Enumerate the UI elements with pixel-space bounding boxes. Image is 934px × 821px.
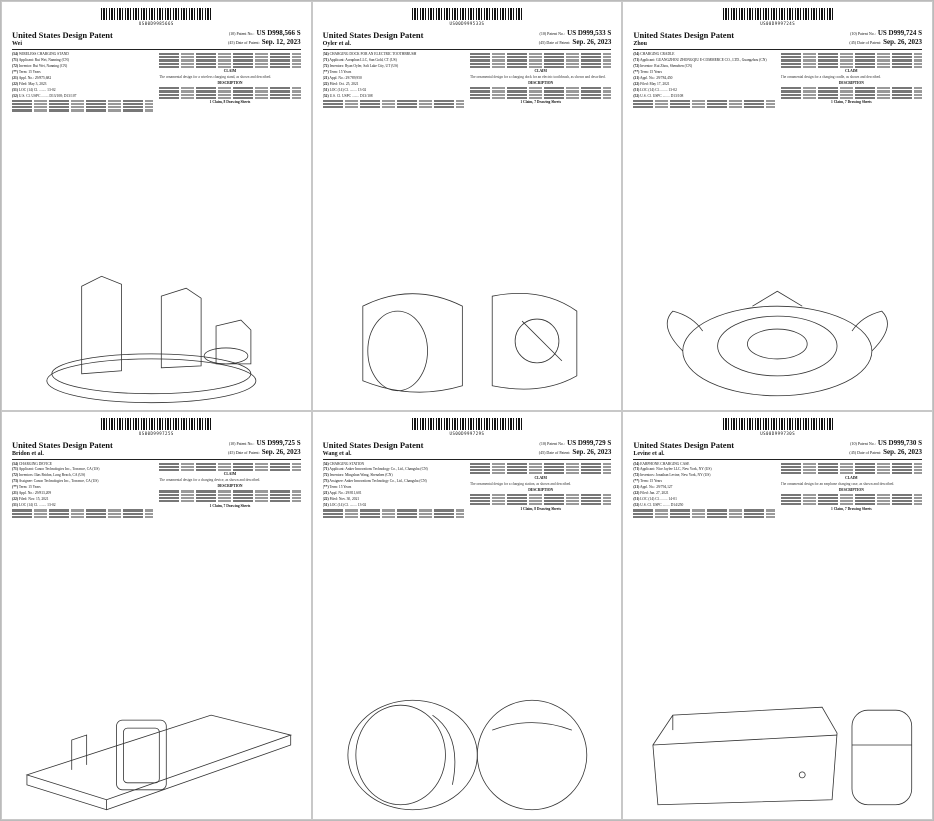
left-column: (54) CHARGING STATION (71) Applicant: Anker Innovations Technology Co., Ltd., Changsha (CN) (72) Inventors: Mingshan Wang, Shenzhen (CN) (73) Assignee: Anker Innovations Technology Co., Ltd., Changsha (CN) (**) Term: 15 Years (21) Appl. No.: 29/811,601 (22) Filed: Nov. 30, 2021 (51) LOC (14) Cl. ........ 13-02 (323, 462, 464, 519)
inventor-name: Wang et al. (322, 450, 352, 457)
document-number: US00D998566S (138, 21, 174, 26)
left-column: (54) EARPHONE CHARGING CASE (71) Applicant: Nice Jaylee LLC, New York, NY (US) (72) Inventors: Jonathan Levine, New York, NY (US) (**) Term: 15 Years (21) Appl. No.: 29/794,127 (22) Filed: Jan. 27, 2021 (51) LOC (14) Cl. ........ 14-01 (52) U.S. Cl. USPC ........ D14/250 (633, 462, 774, 519)
patent-body (633, 52, 922, 109)
patent-page-6 (622, 411, 933, 821)
patent-title: United States Design Patent (322, 439, 424, 450)
patent-page-1 (1, 1, 312, 411)
inventor-name: Levine et al. (633, 450, 665, 457)
left-column: (54) CHARGING DOCK FOR AN ELECTRIC TOOTHBRUSH (71) Applicant: Aoraphan LLC, Sun Gold, CT (US) (72) Inventors: Ryan Oyler, Salt Lake City, UT (US) (**) Term: 15 Years (21) Appl. No.: 29/789,950 (22) Filed: Oct. 25, 2021 (51) LOC (14) Cl. ........ 13-02 (52) U.S. Cl. USPC ........ D13/108 (323, 52, 464, 109)
patent-page-5 (312, 411, 623, 821)
drawing-sheets: 1 Claim, 7 Drawing Sheets (831, 506, 872, 511)
right-column (159, 52, 300, 113)
inventor-name: Bridon et al. (12, 450, 44, 457)
patent-drawing-earphone-case (633, 685, 922, 815)
document-number: US00D999729S (449, 430, 485, 436)
inventor-name: Wei (12, 41, 22, 47)
right-column: CLAIM The ornamental design for a charging dock for an electric toothbrush, as shown and described. DESCRIPTION 1 Claim, 7 Drawing Sheets (470, 52, 611, 109)
barcode (101, 8, 211, 20)
right-column: CLAIM The ornamental design for a charging device, as shown and described. DESCRIPTION 1 Claim, 7 Drawing Sheets (159, 462, 300, 519)
patent-body (323, 52, 612, 109)
patent-date: Sep. 26, 2023 (883, 38, 922, 46)
inventor-name: Zhou (633, 41, 648, 47)
patent-header: United States Design Patent Levine et al. (10) Patent No.: US D999,730 S (45) Date of Patent: Sep. 26, 2023 (633, 439, 922, 460)
drawing-sheets: 1 Claim, 8 Drawing Sheets (209, 100, 251, 105)
right-column: CLAIM The ornamental design for a charging cradle, as shown and described. DESCRIPTION 1 Claim, 7 Drawing Sheets (781, 52, 922, 109)
patent-header: United States Design Patent Bridon et al. (10) Patent No.: US D999,725 S (45) Date of Patent: Sep. 26, 2023 (12, 439, 301, 460)
patent-drawing-charging-stand (12, 256, 301, 406)
patent-header: United States Design Patent Zhou (10) Patent No.: US D999,724 S (45) Date of Patent: Sep. 26, 2023 (633, 29, 922, 50)
patent-page-2 (312, 1, 623, 411)
barcode (101, 418, 211, 430)
barcode (412, 418, 522, 430)
patent-title: United States Design Patent (12, 30, 113, 40)
patent-drawing-toothbrush-dock (323, 266, 612, 406)
patent-body (633, 462, 922, 519)
claim-text: The ornamental design for a wireless charging stand, as shown and described. (159, 75, 272, 80)
patent-no-label: (10) Patent No.: (228, 31, 255, 36)
patent-page-3 (622, 1, 933, 411)
left-column: (54) WIRELESS CHARGING STAND (71) Applicant: Rui Wei, Nanning (CN) (72) Inventor: Rui Wei, Nanning (CN) (**) Term: 15 Years (21) Appl. No.: 29/875,682 (22) Filed: May 3, 2023 (51) LOC (14) Cl. ........ 13-02 (52) U.S. Cl. USPC ........ D13/108; D13/107 (12, 52, 153, 113)
patent-drawing-charging-cradle (633, 286, 922, 406)
patent-number: US D999,533 S (567, 29, 612, 37)
patent-body (12, 462, 301, 519)
patent-number: US D998,566 S (256, 29, 301, 37)
barcode (723, 8, 833, 20)
patent-title: United States Design Patent (633, 30, 735, 40)
document-number: US00D999730S (760, 430, 796, 436)
left-column: (54) CHARGING DEVICE (71) Applicant: Canoo Technologies Inc., Torrance, CA (US) (72) Inventors: Ilias Bridon, Long Beach, CA (US) (73) Assignee: Canoo Technologies Inc., Torrance, CA (US) (**) Term: 15 Years (21) Appl. No.: 29/813,209 (22) Filed: Nov. 15, 2021 (51) LOC (14) Cl. ........ 13-02 (12, 462, 153, 519)
drawing-sheets: 1 Claim, 7 Drawing Sheets (520, 100, 561, 105)
patent-date: Sep. 26, 2023 (883, 447, 922, 456)
right-column: CLAIM The ornamental design for an earphone charging case, as shown and described. DESCRIPTION 1 Claim, 7 Drawing Sheets (781, 462, 922, 519)
patent-title: United States Design Patent (633, 439, 735, 450)
date-label: (45) Date of Patent: (228, 40, 260, 45)
patent-header (12, 29, 301, 50)
patent-drawing-charging-device (12, 680, 301, 815)
patent-page-4 (1, 411, 312, 821)
patent-number: US D999,729 S (567, 438, 612, 447)
patent-header: United States Design Patent Oyler et al. (10) Patent No.: US D999,533 S (45) Date of Patent: Sep. 26, 2023 (323, 29, 612, 50)
patent-body (323, 462, 612, 519)
document-number: US00D999724S (760, 21, 796, 26)
patent-number: US D999,725 S (256, 438, 301, 447)
document-number: US00D999533S (449, 21, 485, 26)
claim-heading: CLAIM (223, 69, 237, 74)
drawing-sheets: 1 Claim, 7 Drawing Sheets (831, 100, 872, 105)
drawing-sheets: 1 Claim, 8 Drawing Sheets (520, 506, 561, 511)
inventor-name: Oyler et al. (322, 41, 352, 47)
left-column: (54) CHARGING CRADLE (71) Applicant: GUANGZHOU ZHONGQIU E-COMMERCE CO., LTD., Guangzhou (CN) (72) Inventor: Rui Zhou, Shenzhen (CN) (**) Term: 15 Years (21) Appl. No.: 29/784,450 (22) Filed: May 17, 2021 (51) LOC (14) Cl. ........ 13-02 (52) U.S. Cl. USPC ........ D13/108 (633, 52, 774, 109)
patent-body (12, 52, 301, 113)
patent-number: US D999,730 S (877, 438, 922, 447)
document-number: US00D999725S (138, 430, 174, 436)
patent-date: Sep. 26, 2023 (572, 38, 612, 46)
patent-title: United States Design Patent (322, 30, 424, 40)
patent-date: Sep. 26, 2023 (572, 447, 612, 456)
barcode (723, 418, 833, 430)
patent-header: United States Design Patent Wang et al. (10) Patent No.: US D999,729 S (45) Date of Patent: Sep. 26, 2023 (323, 439, 612, 460)
drawing-sheets: 1 Claim, 7 Drawing Sheets (209, 503, 251, 508)
patent-date: Sep. 26, 2023 (261, 447, 301, 456)
patent-date: Sep. 12, 2023 (261, 38, 301, 46)
right-column: CLAIM The ornamental design for a charging station, as shown and described. DESCRIPTION 1 Claim, 8 Drawing Sheets (470, 462, 611, 519)
patent-number: US D999,724 S (877, 29, 922, 37)
patent-title: United States Design Patent (12, 439, 113, 450)
barcode (412, 8, 522, 20)
description-heading: DESCRIPTION (217, 81, 243, 86)
patent-drawing-charging-station (323, 685, 612, 815)
